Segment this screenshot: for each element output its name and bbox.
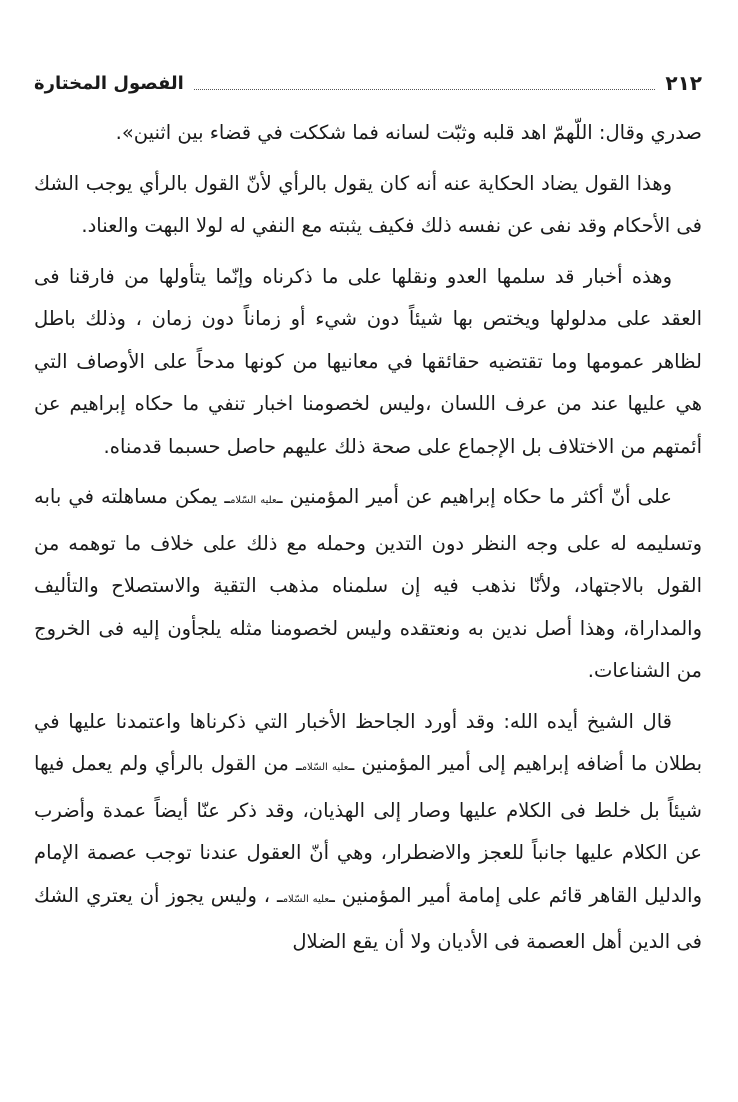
honorific-text: عليه السّلام (301, 762, 349, 773)
paragraph-text: صدري وقال: اللّهمّ اهد قلبه وثبّت لسانه فما شككت في قضاء بين اثنين». (115, 121, 702, 144)
running-title: الفصول المختارة (34, 72, 184, 94)
paragraph-text: على أنّ أكثر ما حكاه إبراهيم عن أمير المؤمنين ـ (276, 485, 672, 508)
header-leader-dots (194, 88, 656, 90)
paragraph (34, 163, 702, 248)
paragraph (34, 476, 702, 693)
body-text (34, 112, 702, 964)
paragraph (34, 701, 702, 964)
paragraph-text: ـ يمكن مساهلته في بابه وتسليمه له على وجه النظر دون التدين وحمله مع ذلك على خلاف ما توهمه من القول بالاجتهاد، ولأنّا نذهب فيه إن سلمناه مذهب التقية والاستصلاح والتأليف والمداراة، وهذا أصل ندين به ونعتقده وليس لخصومنا مثله يلجأون إليه فى الخروج من الشناعات. (34, 485, 702, 682)
paragraph-text: ـ من القول بالرأي ولم يعمل فيها شيئاً بل خلط فى الكلام عليها وصار إلى الهذيان، وقد ذكر عنّا أيضاً عمدة وأضرب عن الكلام عليها جانباً للعجز والاضطرار، وهي أنّ العقول عندنا توجب عصمة الإمام والدليل القاهر قائم على إمامة أمير المؤمنين ـ (34, 752, 702, 907)
paragraph-text: قال الشيخ أيده الله: وقد أورد الجاحظ الأخبار التي ذكرناها واعتمدنا عليها في بطلان ما أضافه إبراهيم إلى أمير المؤمنين ـ (34, 709, 703, 775)
page-header (34, 68, 702, 98)
honorific-text: عليه السّلام (282, 893, 330, 905)
paragraph (34, 256, 702, 469)
paragraph-text: ـ ، وليس يجوز أن يعتري الشك فى الدين أهل العصمة فى الأديان ولا أن يقع الضلال (34, 883, 702, 953)
paragraph-text: وهذه أخبار قد سلمها العدو ونقلها على ما ذكرناه وإنّما يتأولها من فارقنا فى العقد على مدلولها ويختص بها شيئاً دون شيء أو زماناً دون زمان ، وذلك باطل لظاهر عمومها وما تقتضيه حقائقها في معانيها من كونها مدحاً على الأوصاف التي هي عليها عند من عرف اللسان ،وليس لخصومنا اخبار تنفي ما حكاه إبراهيم عن أئمتهم من الاختلاف بل الإجماع على صحة ذلك عليهم حاصل حسبما قدمناه. (34, 264, 702, 458)
paragraph-text: وهذا القول يضاد الحكاية عنه أنه كان يقول بالرأي لأنّ القول بالرأي يوجب الشك فى الأحكام وقد نفى عن نفسه ذلك فكيف يثبته مع النفي له لولا البهت والعناد. (34, 171, 702, 237)
paragraph-continuation (34, 112, 702, 155)
page-number: ٢١٢ (665, 71, 702, 95)
honorific-text: عليه السّلام (230, 495, 277, 506)
